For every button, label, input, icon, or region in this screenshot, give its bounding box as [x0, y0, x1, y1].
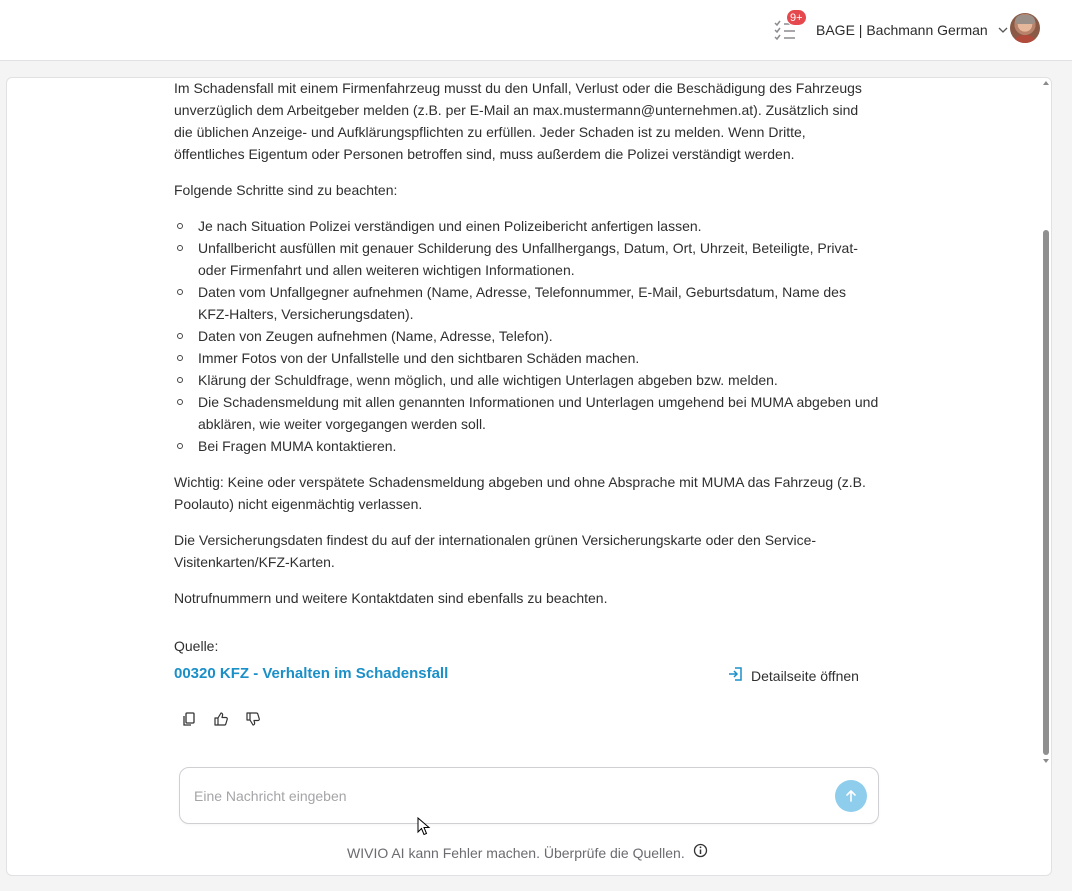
- emergency-note: Notrufnummern und weitere Kontaktdaten sind ebenfalls zu beachten.: [174, 590, 608, 606]
- user-name: BAGE | Bachmann German: [816, 22, 988, 38]
- open-detail-button[interactable]: [727, 666, 859, 686]
- source-link[interactable]: 00320 KFZ - Verhalten im Schadensfall: [174, 665, 449, 682]
- list-item: Klärung der Schuldfrage, wenn möglich, und alle wichtigen Unterlagen abgeben bzw. melden.: [174, 369, 879, 391]
- message-input[interactable]: [194, 786, 794, 806]
- list-item: Daten vom Unfallgegner aufnehmen (Name, Adresse, Telefonnummer, E-Mail, Geburtsdatum, Name des KFZ-Halters, Versicherungsdaten).: [174, 281, 879, 325]
- scrollbar-thumb[interactable]: [1043, 230, 1049, 755]
- important-note: Wichtig: Keine oder verspätete Schadensmeldung abgeben und ohne Absprache mit MUMA das Fahrzeug (z.B. Poolauto) nicht eigenmächtig verlassen.: [174, 474, 866, 512]
- copy-icon[interactable]: [181, 711, 197, 727]
- list-item: Daten von Zeugen aufnehmen (Name, Adresse, Telefon).: [174, 325, 879, 347]
- list-item: Unfallbericht ausfüllen mit genauer Schilderung des Unfallhergangs, Datum, Ort, Uhrzeit, Beteiligte, Privat- oder Firmenfahrt und allen weiteren wichtigen Informationen.: [174, 237, 879, 281]
- message-composer: [179, 767, 879, 824]
- chevron-down-icon: [998, 27, 1008, 33]
- chat-panel: [6, 77, 1052, 876]
- top-bar: [0, 0, 1072, 61]
- list-item: Je nach Situation Polizei verständigen und einen Polizeibericht anfertigen lassen.: [174, 215, 879, 237]
- open-page-icon: [727, 666, 743, 687]
- scrollbar[interactable]: [1041, 78, 1051, 875]
- thumbs-down-icon[interactable]: [245, 711, 261, 727]
- mouse-cursor-icon: [417, 817, 431, 842]
- user-menu[interactable]: [816, 18, 1008, 42]
- source-label: Quelle:: [174, 638, 219, 654]
- assistant-message: [174, 77, 879, 623]
- scroll-down-arrow-icon[interactable]: [1043, 759, 1049, 763]
- message-actions: [181, 711, 261, 727]
- notification-badge: 9+: [786, 9, 807, 26]
- avatar[interactable]: [1010, 13, 1040, 43]
- message-intro: Im Schadensfall mit einem Firmenfahrzeug musst du den Unfall, Verlust oder die Beschädigung des Fahrzeugs unverzüglich dem Arbeitgeber melden (z.B. per E-Mail an max.mustermann@unternehmen.at). Zusätzlich sind die üblichen Anzeige- und Aufklärungspflichten zu erfüllen. Jeder Schaden ist zu melden. Wenn Dritte, öffentliches Eigentum oder Personen betroffen sind, muss außerdem die Polizei verständigt werden.: [174, 80, 862, 162]
- disclaimer: [347, 843, 708, 863]
- list-item: Bei Fragen MUMA kontaktieren.: [174, 435, 879, 457]
- detail-button-label: Detailseite öffnen: [751, 668, 859, 684]
- thumbs-up-icon[interactable]: [213, 711, 229, 727]
- steps-list: [174, 215, 879, 457]
- disclaimer-text: WIVIO AI kann Fehler machen. Überprüfe die Quellen.: [347, 845, 685, 861]
- scroll-up-arrow-icon[interactable]: [1043, 81, 1049, 85]
- info-icon[interactable]: [693, 843, 708, 863]
- steps-heading: Folgende Schritte sind zu beachten:: [174, 182, 398, 198]
- list-item: Immer Fotos von der Unfallstelle und den sichtbaren Schäden machen.: [174, 347, 879, 369]
- insurance-note: Die Versicherungsdaten findest du auf der internationalen grünen Versicherungskarte oder den Service-Visitenkarten/KFZ-Karten.: [174, 532, 817, 570]
- send-button[interactable]: [835, 780, 867, 812]
- arrow-up-icon: [844, 789, 858, 803]
- list-item: Die Schadensmeldung mit allen genannten Informationen und Unterlagen umgehend bei MUMA abgeben und abklären, wie weiter vorgegangen werden soll.: [174, 391, 879, 435]
